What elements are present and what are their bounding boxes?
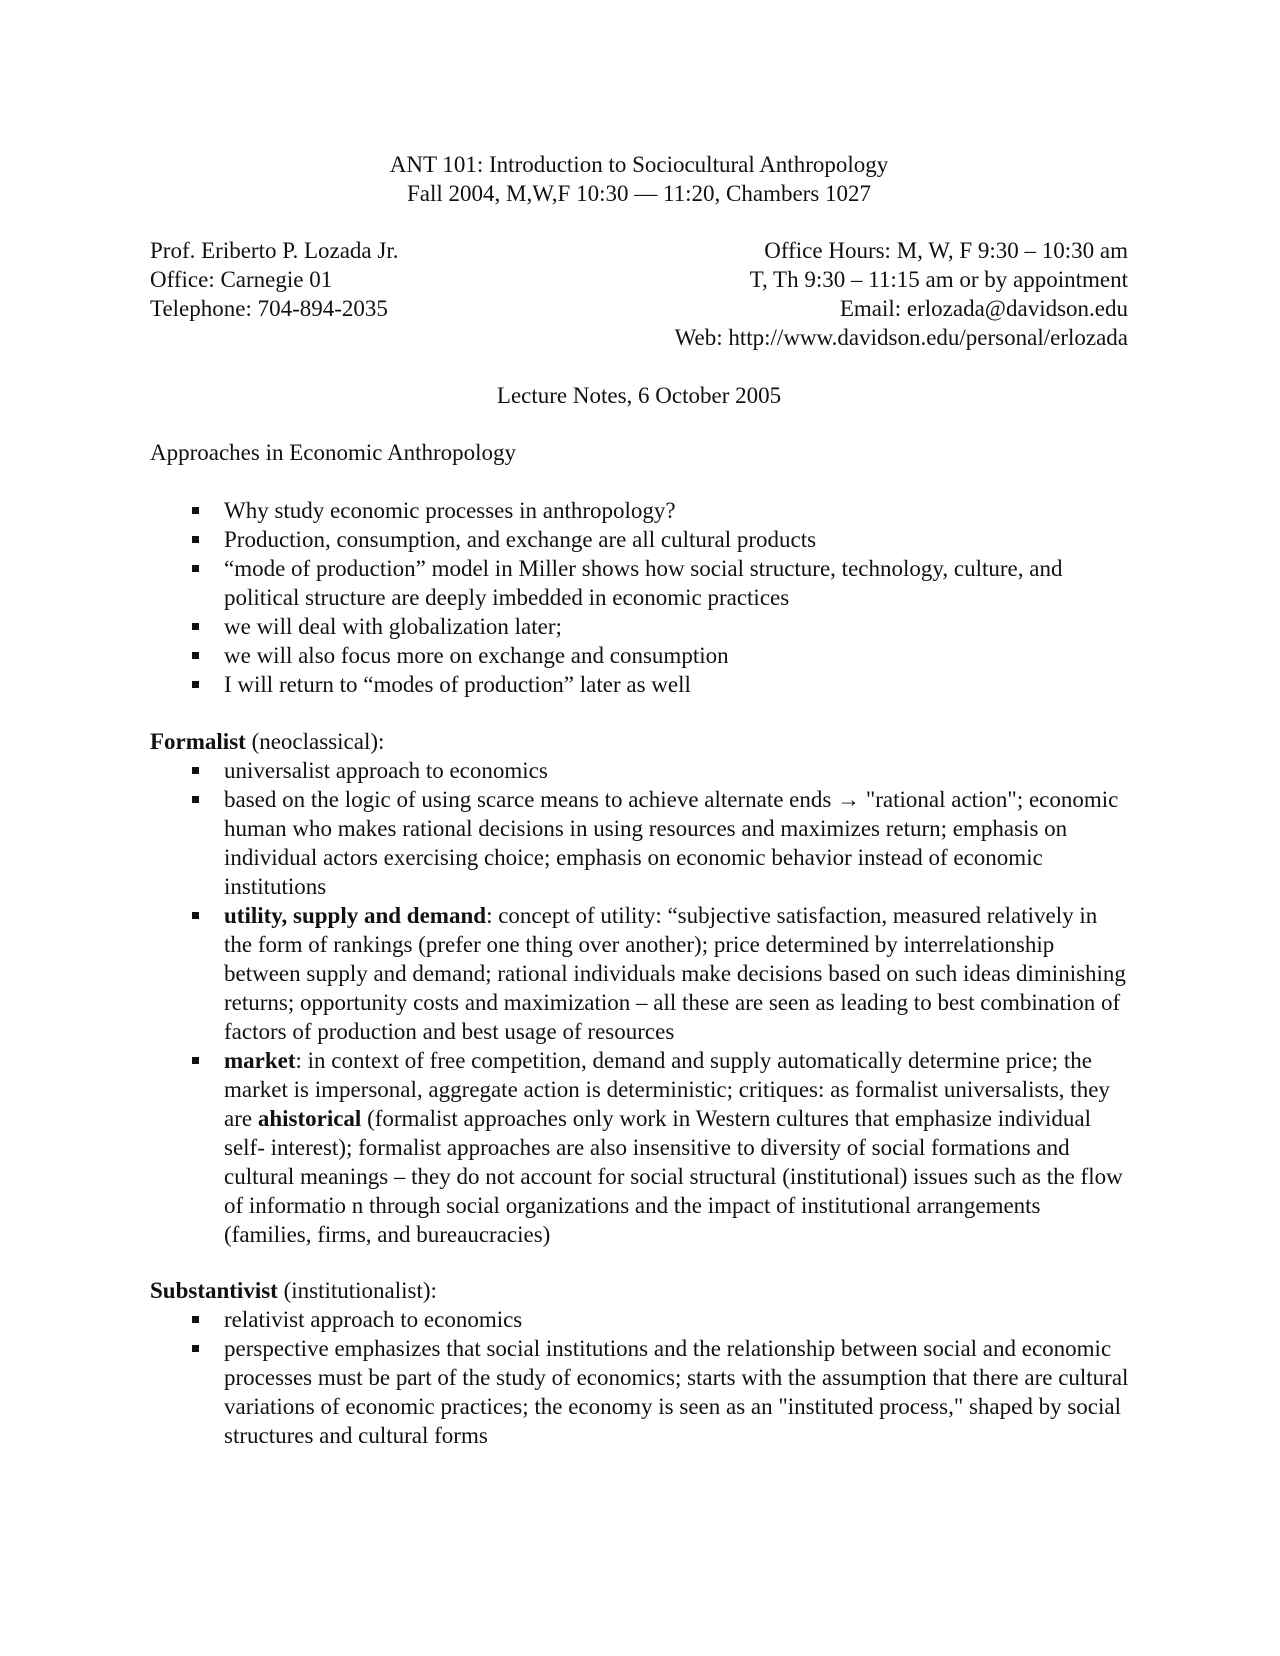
bullet-icon [192, 565, 199, 572]
instructor-web: Web: http://www.davidson.edu/personal/erlozada [674, 325, 1128, 350]
substantivist-list [150, 1305, 1130, 1450]
instructor-email: Email: erlozada@davidson.edu [839, 296, 1128, 321]
bullet-icon [192, 652, 199, 659]
list-item: “mode of production” model in Miller shows how social structure, technology, culture, and political structure are deeply imbedded in economic practices [150, 554, 1130, 612]
bullet-icon [192, 1057, 199, 1064]
list-item: market: in context of free competition, demand and supply automatically determine price; the market is impersonal, aggregate action is deterministic; critiques: as formalist universalists, they are ahistorical (formalist approaches only work in Western cultures that emphasize individual self- interest); formalist approaches are also insensitive to diversity of social formations and cultural meanings – they do not account for social structural (institutional) issues such as the flow of informatio n through social organizations and the impact of institutional arrangements (families, firms, and bureaucracies) [150, 1046, 1130, 1249]
bullet-icon [192, 536, 199, 543]
formalist-heading: Formalist (neoclassical): [150, 729, 385, 754]
course-schedule: Fall 2004, M,W,F 10:30 — 11:20, Chambers 1027 [406, 181, 872, 206]
bullet-icon [192, 767, 199, 774]
list-item: I will return to “modes of production” later as well [150, 670, 1130, 699]
bullet-icon [192, 623, 199, 630]
list-item: Production, consumption, and exchange are all cultural products [150, 525, 1130, 554]
substantivist-heading: Substantivist (institutionalist): [150, 1278, 437, 1303]
list-item: Why study economic processes in anthropology? [150, 496, 1130, 525]
instructor-office: Office: Carnegie 01 [150, 267, 333, 292]
list-item: perspective emphasizes that social institutions and the relationship between social and economic processes must be part of the study of economics; starts with the assumption that there are cultural variations of economic practices; the economy is seen as an "instituted process," shaped by social structures and cultural forms [150, 1334, 1130, 1450]
list-item: utility, supply and demand: concept of utility: “subjective satisfaction, measured relatively in the form of rankings (prefer one thing over another); price determined by interrelationship between supply and demand; rational individuals make decisions based on such ideas diminishing returns; opportunity costs and maximization – all these are seen as leading to best combination of factors of production and best usage of resources [150, 901, 1130, 1046]
lecture-date: Lecture Notes, 6 October 2005 [496, 383, 782, 408]
list-item: we will deal with globalization later; [150, 612, 1130, 641]
list-item: universalist approach to economics [150, 756, 1130, 785]
bullet-icon [192, 912, 199, 919]
bullet-icon [192, 1316, 199, 1323]
course-title: ANT 101: Introduction to Sociocultural Anthropology [389, 152, 889, 177]
formalist-list [150, 756, 1130, 1249]
office-hours-line-2: T, Th 9:30 – 11:15 am or by appointment [749, 267, 1128, 292]
list-item: we will also focus more on exchange and consumption [150, 641, 1130, 670]
office-hours-line-1: Office Hours: M, W, F 9:30 – 10:30 am [764, 238, 1128, 263]
bullet-icon [192, 507, 199, 514]
instructor-telephone: Telephone: 704-894-2035 [150, 296, 388, 321]
instructor-name: Prof. Eriberto P. Lozada Jr. [150, 238, 399, 263]
bullet-icon [192, 681, 199, 688]
intro-list [150, 496, 1130, 699]
intro-heading: Approaches in Economic Anthropology [150, 440, 517, 465]
list-item: relativist approach to economics [150, 1305, 1130, 1334]
list-item: based on the logic of using scarce means to achieve alternate ends → "rational action"; economic human who makes rational decisions in using resources and maximizes return; emphasis on individual actors exercising choice; emphasis on economic behavior instead of economic institutions [150, 785, 1130, 901]
bullet-icon [192, 1345, 199, 1352]
bullet-icon [192, 796, 199, 803]
